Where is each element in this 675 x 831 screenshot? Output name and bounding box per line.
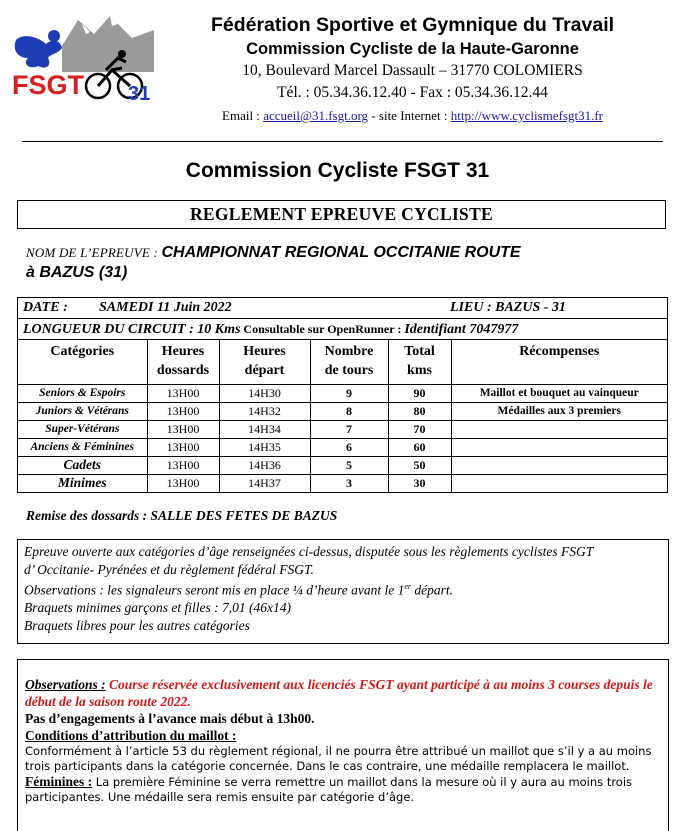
feminines-paragraph xyxy=(25,774,661,805)
circuit-note: Consultable sur OpenRunner : xyxy=(240,322,405,336)
rules-line: Epreuve ouverte aux catégories d’âge renseignées ci-dessus, disputée sous les règlements cyclistes FSGT xyxy=(24,544,594,559)
category: Anciens & Féminines xyxy=(18,438,147,456)
table-row xyxy=(18,456,667,474)
remise-dossards: Remise des dossards : SALLE DES FETES DE BAZUS xyxy=(26,508,338,523)
email-label: Email : xyxy=(222,108,264,123)
observations-box xyxy=(17,659,669,831)
circuit-row xyxy=(18,319,667,340)
fsgt-logo xyxy=(10,10,154,103)
table-row xyxy=(18,474,667,492)
event-title-line2: à BAZUS (31) xyxy=(26,264,128,281)
table-row xyxy=(18,402,667,420)
depart-time: 14H35 xyxy=(219,438,310,456)
laps: 5 xyxy=(310,456,388,474)
website-link[interactable]: http://www.cyclismefsgt31.fr xyxy=(450,108,603,123)
col-categories: Catégories xyxy=(18,340,147,384)
feminines-label: Féminines : xyxy=(25,774,93,789)
braquets-libres: Braquets libres pour les autres catégories xyxy=(24,617,250,633)
depart-time: 14H30 xyxy=(219,384,310,402)
event-label: NOM DE L’EPREUVE : xyxy=(26,245,162,260)
col-kms: Total kms xyxy=(388,340,451,384)
email-link[interactable]: accueil@31.fsgt.org xyxy=(263,108,369,123)
reward: Maillot et bouquet au vainqueur xyxy=(451,384,667,402)
rules-line: d’ Occitanie- Pyrénées et du règlement fédéral FSGT. xyxy=(24,561,314,577)
dossards-time: 13H00 xyxy=(147,420,219,438)
total-kms: 80 xyxy=(388,402,451,420)
contact-line xyxy=(160,105,665,126)
total-kms: 70 xyxy=(388,420,451,438)
depart-time: 14H36 xyxy=(219,456,310,474)
address: 10, Boulevard Marcel Dassault – 31770 COLOMIERS xyxy=(242,62,583,79)
circuit-length: LONGUEUR DU CIRCUIT : 10 Kms xyxy=(23,322,241,337)
event-title-line1: CHAMPIONNAT REGIONAL OCCITANIE ROUTE xyxy=(161,244,521,261)
col-dossards: Heures dossards xyxy=(147,340,219,384)
total-kms: 30 xyxy=(388,474,451,492)
category: Super-Vétérans xyxy=(18,420,147,438)
laps: 8 xyxy=(310,402,388,420)
race-table xyxy=(17,297,668,493)
reward xyxy=(451,420,667,438)
dossards-time: 13H00 xyxy=(147,402,219,420)
logo-number: 31 xyxy=(128,83,151,103)
dossards-time: 13H00 xyxy=(147,456,219,474)
event-name xyxy=(26,243,656,283)
observations-red-text: Course réservée exclusivement aux licenciés FSGT ayant participé à au moins 3 courses depuis le début de la saison route 2022. xyxy=(25,677,653,709)
feminines-text: La première Féminine se verra remettre un maillot dans la mesure où il y aura au moins trois participantes. Une médaille sera remis ensuite par catégorie d’âge. xyxy=(25,775,633,804)
dossards-time: 13H00 xyxy=(147,474,219,492)
reward xyxy=(451,474,667,492)
category: Juniors & Vétérans xyxy=(18,402,147,420)
total-kms: 50 xyxy=(388,456,451,474)
reward xyxy=(451,456,667,474)
commission-name: Commission Cycliste de la Haute-Garonne xyxy=(246,40,579,58)
openrunner-id: Identifiant 7047977 xyxy=(404,322,519,337)
rules-box xyxy=(17,539,669,644)
date-value: SAMEDI 11 Juin 2022 xyxy=(99,300,232,315)
category: Minimes xyxy=(18,474,147,492)
engagements-note: Pas d’engagements à l’avance mais début à 13h00. xyxy=(25,711,315,726)
conditions-title: Conditions d’attribution du maillot : xyxy=(25,728,237,743)
observations-label: Observations : xyxy=(25,677,106,692)
dossards-time: 13H00 xyxy=(147,384,219,402)
signaleurs-line: Observations : les signaleurs seront mis en place ¼ d’heure avant le 1er départ. xyxy=(24,582,453,598)
lieu: LIEU : BAZUS - 31 xyxy=(450,300,566,315)
logo-text: FSGT xyxy=(12,70,84,100)
header-divider xyxy=(22,141,663,142)
org-name: Fédération Sportive et Gymnique du Travail xyxy=(210,14,615,36)
total-kms: 60 xyxy=(388,438,451,456)
laps: 3 xyxy=(310,474,388,492)
depart-time: 14H37 xyxy=(219,474,310,492)
date-row xyxy=(18,298,667,319)
site-label: - site Internet : xyxy=(368,108,451,123)
dossards-time: 13H00 xyxy=(147,438,219,456)
category: Seniors & Espoirs xyxy=(18,384,147,402)
col-recompenses: Récompenses xyxy=(451,340,667,384)
laps: 6 xyxy=(310,438,388,456)
table-row xyxy=(18,438,667,456)
depart-time: 14H34 xyxy=(219,420,310,438)
table-row xyxy=(18,420,667,438)
date-label: DATE : xyxy=(23,300,68,315)
laps: 7 xyxy=(310,420,388,438)
col-tours: Nombre de tours xyxy=(310,340,388,384)
reward xyxy=(451,438,667,456)
document-title: Commission Cycliste FSGT 31 xyxy=(185,159,490,182)
reward: Médailles aux 3 premiers xyxy=(451,402,667,420)
depart-time: 14H32 xyxy=(219,402,310,420)
observations-warning xyxy=(25,676,661,710)
letterhead xyxy=(160,12,665,126)
laps: 9 xyxy=(310,384,388,402)
categories-table xyxy=(18,340,667,492)
total-kms: 90 xyxy=(388,384,451,402)
braquets-minimes: Braquets minimes garçons et filles : 7,01 (46x14) xyxy=(24,600,291,615)
reglement-heading: REGLEMENT EPREUVE CYCLISTE xyxy=(17,200,666,229)
category: Cadets xyxy=(18,456,147,474)
table-row xyxy=(18,384,667,402)
table-header-row xyxy=(18,340,667,384)
col-depart: Heures départ xyxy=(219,340,310,384)
phone-fax: Tél. : 05.34.36.12.40 - Fax : 05.34.36.12.44 xyxy=(277,84,548,101)
conditions-text: Conformément à l’article 53 du règlement régional, il ne pourra être attribué un maillot que s’il y a au moins trois participants dans la catégorie concernée. Dans le cas contraire, une médaille remplacera le maillot. xyxy=(25,744,652,773)
